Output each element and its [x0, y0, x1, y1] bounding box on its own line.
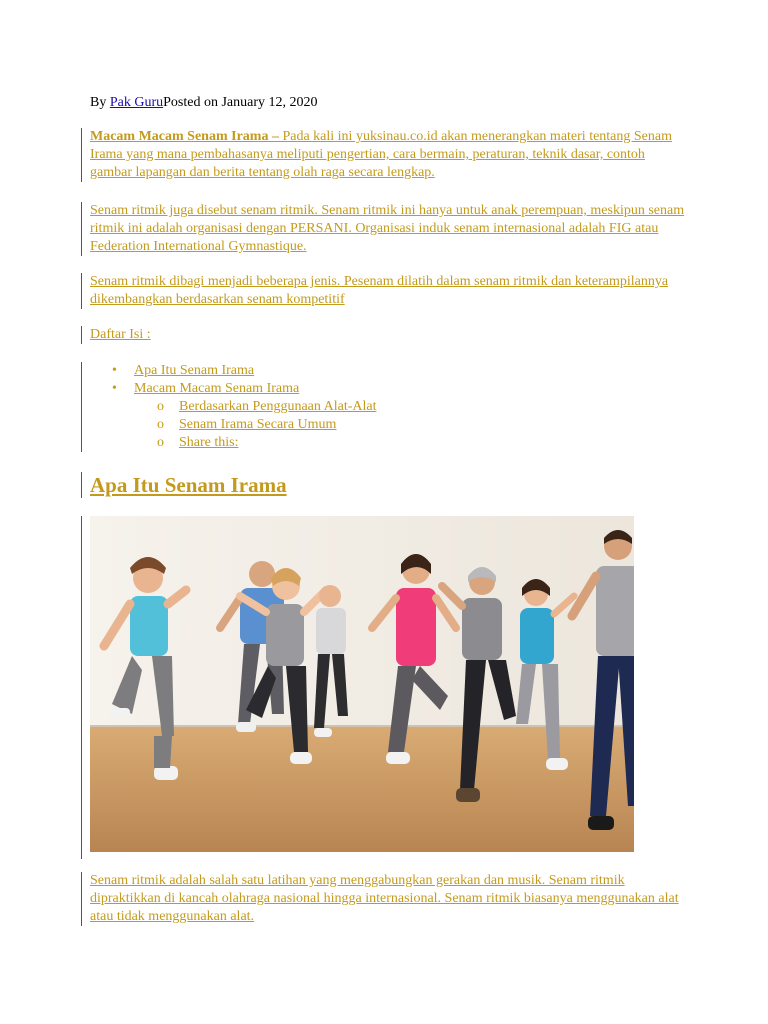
- table-of-contents: [81, 362, 377, 452]
- byline: [90, 94, 318, 112]
- group-aerobics-class-photo: [90, 516, 634, 852]
- toc-title-block: [81, 326, 151, 344]
- section-heading-block: [81, 472, 287, 498]
- byline-prefix: By: [90, 95, 110, 110]
- paragraph-4-block: [81, 872, 690, 926]
- intro-bold-lead: Macam Macam Senam Irama –: [90, 129, 279, 144]
- paragraph-2-block: [81, 202, 690, 256]
- toc-item-alat-alat[interactable]: o Berdasarkan Penggunaan Alat-Alat: [157, 399, 377, 414]
- section-heading[interactable]: Apa Itu Senam Irama: [90, 473, 287, 497]
- intro-block: [81, 128, 690, 182]
- toc-title: Daftar Isi :: [90, 327, 151, 342]
- intro-text: Pada kali ini yuksinau.co.id akan menerangkan materi tentang Senam Irama yang mana pembahasanya meliputi pengertian, cara bermain, peraturan, teknik dasar, contoh gambar lapangan dan berita tentang olah raga secara lengkap.: [90, 129, 672, 180]
- toc-item-share-this[interactable]: o Share this:: [157, 435, 239, 450]
- toc-item-macam-macam[interactable]: • Macam Macam Senam Irama: [112, 381, 300, 396]
- photo-block: [81, 516, 634, 859]
- paragraph-3[interactable]: Senam ritmik dibagi menjadi beberapa jenis. Pesenam dilatih dalam senam ritmik dan keterampilannya dikembangkan berdasarkan senam kompetitif: [90, 274, 669, 307]
- toc-item-secara-umum[interactable]: o Senam Irama Secara Umum: [157, 417, 337, 432]
- author-link[interactable]: Pak Guru: [109, 95, 164, 110]
- paragraph-4[interactable]: Senam ritmik adalah salah satu latihan yang menggabungkan gerakan dan musik. Senam ritmik dipraktikkan di kancah olahraga nasional hingga internasional. Senam ritmik biasanya menggunakan alat atau tidak menggunakan alat.: [90, 873, 679, 924]
- posted-date: Posted on January 12, 2020: [163, 95, 318, 110]
- intro-paragraph[interactable]: [90, 128, 690, 182]
- paragraph-3-block: [81, 273, 690, 309]
- paragraph-2[interactable]: Senam ritmik juga disebut senam ritmik. Senam ritmik ini hanya untuk anak perempuan, meskipun senam ritmik ini adalah organisasi dengan PERSANI. Organisasi induk senam internasional adalah FIG atau Federation International Gymnastique.: [90, 203, 685, 254]
- toc-item-apa-itu[interactable]: • Apa Itu Senam Irama: [112, 363, 255, 378]
